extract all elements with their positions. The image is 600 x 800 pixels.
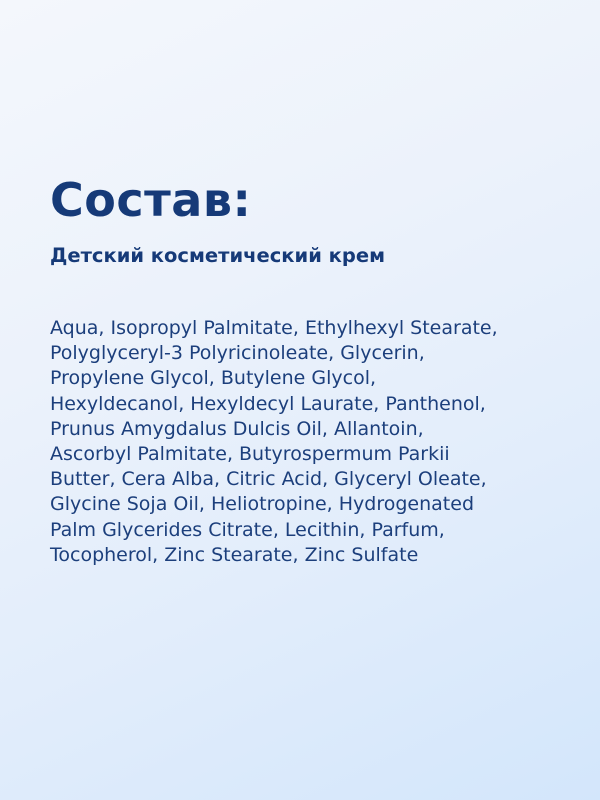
page-title: Состав:: [50, 173, 252, 227]
ingredients-line: Aqua, Isopropyl Palmitate, Ethylhexyl Stearate,: [50, 317, 498, 339]
ingredients-line: Prunus Amygdalus Dulcis Oil, Allantoin,: [50, 417, 424, 440]
ingredients-line: Glycine Soja Oil, Heliotropine, Hydrogenated: [50, 493, 475, 516]
ingredients-line: Polyglyceryl-3 Polyricinoleate, Glycerin,: [50, 342, 425, 365]
ingredients-line: Ascorbyl Palmitate, Butyrospermum Parkii: [50, 443, 450, 466]
ingredients-line: Butter, Cera Alba, Citric Acid, Glyceryl Oleate,: [50, 468, 487, 491]
ingredients-line: Hexyldecanol, Hexyldecyl Laurate, Panthenol,: [50, 392, 486, 415]
ingredients-line: Propylene Glycol, Butylene Glycol,: [50, 367, 377, 390]
ingredients-line: Tocopherol, Zinc Stearate, Zinc Sulfate: [50, 543, 419, 566]
product-subtitle: Детский косметический крем: [50, 244, 386, 267]
ingredients-line: Palm Glycerides Citrate, Lecithin, Parfum,: [50, 518, 445, 541]
ingredients-list: [50, 316, 520, 568]
